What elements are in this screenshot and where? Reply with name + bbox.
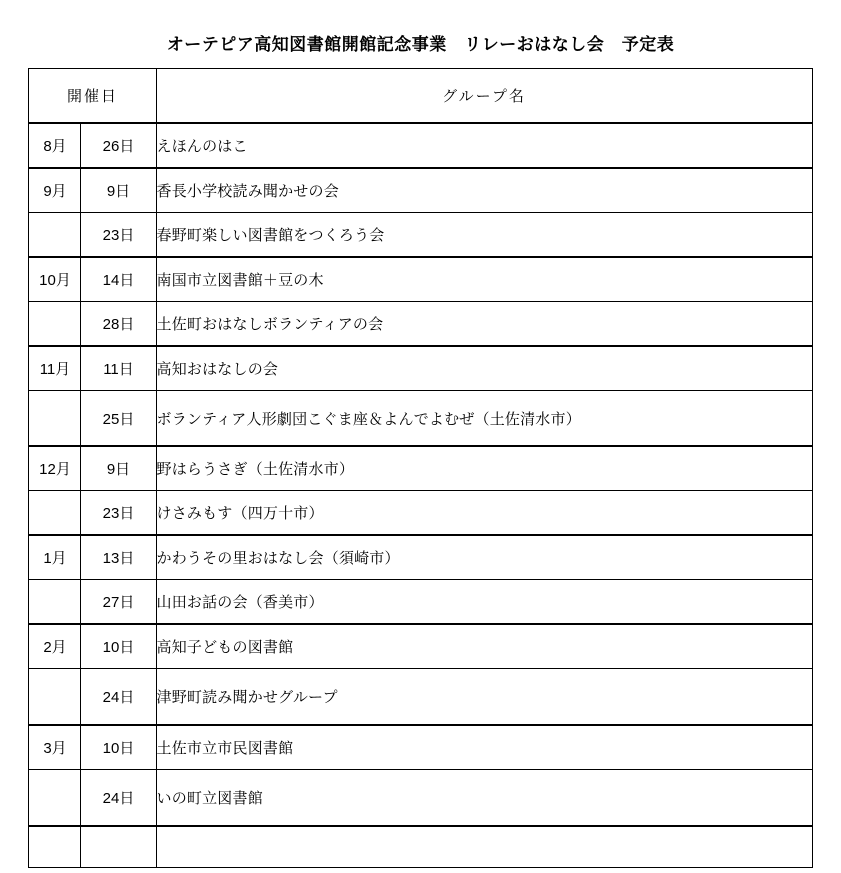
table-row: [29, 302, 812, 347]
cell-month: 8月: [29, 123, 81, 168]
cell-month: [29, 580, 81, 625]
cell-day: 27日: [81, 580, 156, 625]
cell-group: 野はらうさぎ（土佐清水市）: [156, 446, 812, 491]
table-row: [29, 826, 812, 868]
cell-group: けさみもす（四万十市）: [156, 491, 812, 536]
cell-month: 11月: [29, 346, 81, 391]
cell-day: [81, 826, 156, 868]
table-row: [29, 770, 812, 827]
cell-group: 香長小学校読み聞かせの会: [156, 168, 812, 213]
cell-day: 11日: [81, 346, 156, 391]
cell-month: 1月: [29, 535, 81, 580]
relay-storytime-schedule-table: [28, 68, 812, 868]
cell-day: 10日: [81, 725, 156, 770]
cell-day: 10日: [81, 624, 156, 669]
table-header-row: [29, 69, 812, 124]
cell-month: 2月: [29, 624, 81, 669]
table-row: [29, 535, 812, 580]
cell-day: 9日: [81, 168, 156, 213]
cell-group: 春野町楽しい図書館をつくろう会: [156, 213, 812, 258]
cell-group: いの町立図書館: [156, 770, 812, 827]
cell-group: 高知子どもの図書館: [156, 624, 812, 669]
cell-group: 土佐町おはなしボランティアの会: [156, 302, 812, 347]
cell-month: [29, 826, 81, 868]
cell-day: 13日: [81, 535, 156, 580]
table-row: [29, 391, 812, 447]
cell-day: 24日: [81, 770, 156, 827]
cell-day: 23日: [81, 491, 156, 536]
cell-month: [29, 770, 81, 827]
cell-day: 14日: [81, 257, 156, 302]
table-row: [29, 669, 812, 726]
table-row: [29, 168, 812, 213]
cell-group: えほんのはこ: [156, 123, 812, 168]
cell-day: 28日: [81, 302, 156, 347]
cell-group: 山田お話の会（香美市）: [156, 580, 812, 625]
cell-group: 南国市立図書館＋豆の木: [156, 257, 812, 302]
cell-group: ボランティア人形劇団こぐま座＆よんでよむぜ（土佐清水市）: [156, 391, 812, 447]
cell-month: [29, 491, 81, 536]
cell-month: [29, 669, 81, 726]
cell-day: 25日: [81, 391, 156, 447]
table-header: [29, 69, 812, 124]
cell-day: 26日: [81, 123, 156, 168]
cell-day: 9日: [81, 446, 156, 491]
table-row: [29, 624, 812, 669]
table-row: [29, 580, 812, 625]
cell-month: [29, 391, 81, 447]
cell-month: [29, 213, 81, 258]
cell-month: 10月: [29, 257, 81, 302]
table-row: [29, 213, 812, 258]
cell-day: 24日: [81, 669, 156, 726]
cell-month: 9月: [29, 168, 81, 213]
table-row: [29, 446, 812, 491]
table-row: [29, 346, 812, 391]
cell-group: 津野町読み聞かせグループ: [156, 669, 812, 726]
cell-group: 土佐市立市民図書館: [156, 725, 812, 770]
column-header-group: グループ名: [156, 69, 812, 124]
table-row: [29, 123, 812, 168]
cell-day: 23日: [81, 213, 156, 258]
column-header-date: 開催日: [29, 69, 156, 124]
table-row: [29, 257, 812, 302]
table-row: [29, 725, 812, 770]
cell-month: 12月: [29, 446, 81, 491]
cell-group: [156, 826, 812, 868]
cell-group: 高知おはなしの会: [156, 346, 812, 391]
cell-month: [29, 302, 81, 347]
page-title: オーテピア高知図書館開館記念事業 リレーおはなし会 予定表: [166, 35, 675, 54]
cell-month: 3月: [29, 725, 81, 770]
cell-group: かわうその里おはなし会（須崎市）: [156, 535, 812, 580]
table-row: [29, 491, 812, 536]
table-body: [29, 123, 812, 868]
